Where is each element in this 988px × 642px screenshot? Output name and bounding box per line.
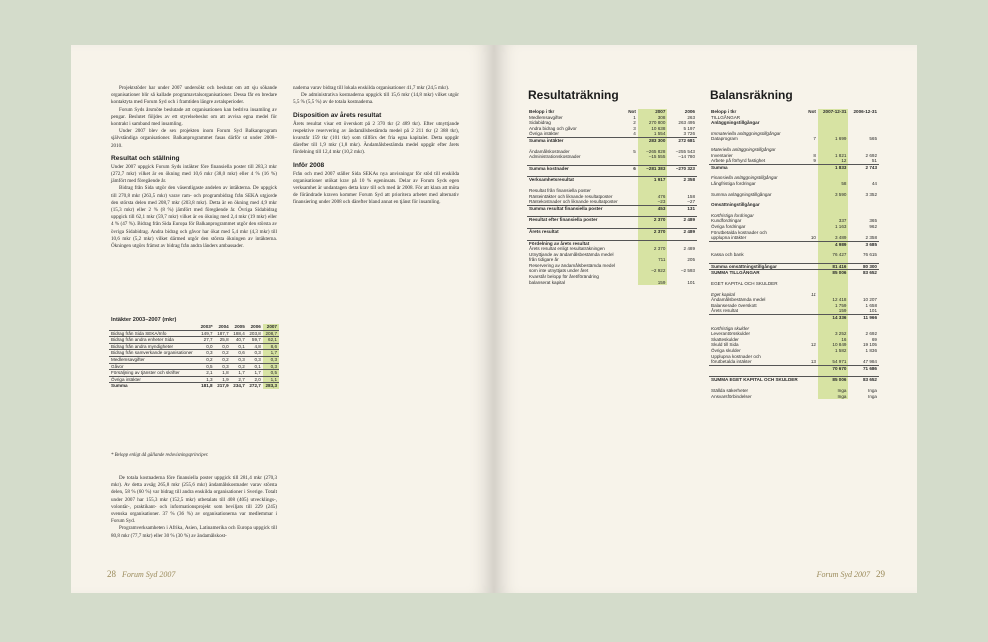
table-cell: Skuld till Sida	[711, 342, 739, 348]
table-cell: 47 984	[862, 359, 877, 365]
table-cell: Inga	[868, 393, 877, 399]
table-cell: Medlemsavgifter	[109, 356, 198, 363]
table-cell: 0,2	[198, 356, 215, 363]
table-cell: 1 554	[638, 131, 668, 137]
table-cell: –15 555	[638, 154, 668, 160]
table-cell: Ansvarsförbindelser	[711, 393, 752, 399]
paragraph: naderna varav bidrag till lokala enskilda organisationer 41,7 mkr (24,5 mkr).	[293, 85, 450, 91]
table-cell: EGET KAPITAL OCH SKULDER	[711, 281, 778, 287]
paragraph: De administrativa kostnaderna uppgick till 15,6 mkr (14,8 mkr) vilket utgör 5,5 % (5,5 %) av de totala kostnaderna.	[293, 92, 459, 106]
table-row	[109, 376, 279, 383]
table-cell: 234,7	[231, 383, 247, 389]
disposition-text: Årets resultat visar ett överskott på 2 370 tkr (2 489 tkr). Efter utnyttjande respektive reservering av ändamålsbestämda medel på 2 211 tkr (2 388 tkr), kvarstår 159 tkr (101 tkr) som tillförs det fria egna kapitalet. Detta uppgår därefter till 1,9 mkr (1,8 mkr). Ändamålsbestämda medel uppgår efter årets fördelning till 12,4 mkr (10,2 mkr).	[293, 120, 459, 156]
table-cell: 14 336	[818, 315, 849, 321]
table-cell: 149,7	[198, 330, 215, 337]
table-cell: 3 685	[848, 241, 879, 247]
table-cell: 2 370	[638, 246, 668, 252]
paragraph: Under 2007 uppgick Forum Syds intäkter före finansiella poster till 283,3 mkr (272,7 mkr) vilket är en ökning med 10,6 mkr (38,0 mkr) eller 4 % (16 %) jämfört med föregående år.	[111, 163, 277, 185]
table-cell: 0,2	[231, 363, 247, 370]
table-cell: 85 006	[818, 377, 849, 383]
table-cell: Not	[808, 109, 816, 114]
table-cell: Ränteintäkter och liknande resultatposter	[529, 193, 613, 199]
table-cell: 85 006	[818, 270, 849, 276]
table-cell: 76 615	[862, 252, 877, 258]
table-cell: 1,3	[198, 376, 215, 383]
table-row	[109, 350, 279, 357]
left-column-1	[111, 85, 277, 250]
table-cell: –255 543	[675, 148, 695, 154]
left-column-2	[293, 85, 459, 207]
table-cell: Belopp i tkr	[529, 109, 555, 114]
table-cell: –265 828	[638, 149, 668, 155]
table-cell: 283 300	[638, 137, 668, 143]
table-cell: 337	[818, 218, 849, 224]
table-cell: 0,1	[247, 363, 263, 370]
table-cell: 0,6	[231, 350, 247, 357]
table-cell: 272,7	[247, 383, 263, 389]
table-cell	[623, 274, 638, 285]
table-cell: 5 197	[683, 125, 695, 131]
table-cell: 962	[869, 223, 877, 229]
table-cell: 62,1	[263, 337, 279, 344]
table-cell: 0,3	[231, 356, 247, 363]
col2-paragraphs	[293, 85, 459, 107]
table-cell: –270 323	[667, 165, 697, 171]
table-cell: 2 358	[865, 235, 877, 241]
page-number: 28	[107, 569, 116, 579]
table-cell: TILLGÅNGAR	[711, 114, 741, 120]
income-statement-table	[527, 109, 697, 285]
table-cell: Övriga intäkter	[109, 376, 198, 383]
table-cell: SUMMA TILLGÅNGAR	[709, 270, 805, 276]
table-cell: 2007-12-31	[818, 109, 849, 115]
table-cell: 1,7	[247, 370, 263, 377]
table-cell: Summa kostnader	[527, 165, 623, 171]
table-cell: 101	[687, 279, 695, 285]
income-statement-title: Resultaträkning	[528, 88, 619, 102]
table-cell: 83 652	[848, 270, 879, 276]
table-cell: 2 370	[638, 217, 668, 223]
table-cell: Utnyttjande av ändamålsbestämda medel från tidigare år	[529, 251, 614, 263]
table-cell: 69	[871, 336, 877, 342]
table-cell: Summa resultat finansiella poster	[527, 205, 623, 211]
table-cell: Immateriella anläggningstillgångar	[711, 130, 781, 136]
table-cell: 81 416	[818, 263, 849, 270]
table-cell: 0,3	[198, 350, 215, 357]
table-cell: Balanserade överskott	[711, 302, 757, 308]
table-cell: 0,3	[247, 350, 263, 357]
table-cell: 188,4	[231, 330, 247, 337]
table-cell: 2 743	[848, 164, 879, 170]
table-cell: Summa	[709, 164, 805, 170]
table-cell: Bidrag från andra myndigheter	[109, 343, 198, 350]
table-cell: 12	[818, 158, 849, 164]
table-cell: 0,3	[263, 363, 279, 370]
table-cell: Upplupna kostnader och	[711, 353, 761, 359]
table-cell: –23	[638, 199, 668, 205]
table-cell: 9	[813, 158, 816, 164]
table-cell: 208,7	[263, 330, 279, 337]
table-cell: 2007	[263, 324, 279, 330]
table-cell: 2005	[234, 324, 245, 329]
table-cell: Inga	[818, 388, 849, 394]
table-cell: Materiella anläggningstillgångar	[711, 146, 776, 152]
table-cell: 58	[818, 181, 849, 187]
table-cell: 0,3	[215, 363, 231, 370]
table-cell: 1,7	[231, 370, 247, 377]
table-cell: Kortfristiga fordringar	[711, 212, 754, 218]
left-column-1-bottom	[111, 475, 277, 540]
table-cell: Försäljning av tjänster och skrifter	[109, 370, 198, 377]
table-cell: 2 692	[865, 331, 877, 337]
table-cell: 476	[638, 194, 668, 200]
table-cell: 0,0	[215, 343, 231, 350]
table-cell: Ändamålskostnader	[529, 148, 570, 154]
table-cell: Kortfristiga skulder	[711, 325, 750, 331]
disposition-heading: Disposition av årets resultat	[293, 111, 382, 119]
table-row	[527, 252, 697, 263]
table-cell: 1 163	[818, 224, 849, 230]
table-cell: 203,8	[247, 330, 263, 337]
table-cell: 2 370	[638, 228, 668, 234]
table-cell: 0,2	[215, 356, 231, 363]
table-cell: Förutbetalda kostnader och	[711, 229, 767, 235]
table-cell: 2007	[638, 109, 668, 115]
table-cell: 270 800	[638, 120, 668, 126]
table-cell: 263 495	[678, 120, 695, 126]
table-cell: 0,3	[247, 356, 263, 363]
paragraph: De totala kostnaderna före finansiella poster uppgick till 281,4 mkr (270,3 mkr). Av detta avsåg 265,8 mkr (255,6 mkr) ändamålskostnader varav största delen, 58 % (60 %) var bidrag till andra enskilda organisationer i Sverige. Totalt under 2007 har 155,3 mkr (152,5 mkr) utbetalats till 408 (405) utvecklings-, volontär-, praktikant- och informationsprojekt som beviljats till 229 (245) svenska organisationer. 37 % (36 %) av organisationerna var medlemmar i Forum Syd.	[111, 475, 277, 525]
table-cell: Årets resultat	[527, 228, 623, 234]
table-cell: Långfristiga fordringar	[711, 180, 756, 186]
table-row	[109, 356, 279, 363]
table-cell: 159	[638, 274, 668, 285]
table-cell: 25,8	[215, 337, 231, 344]
table-cell: Inga	[818, 394, 849, 400]
section-heading: Resultat och ställning	[111, 154, 180, 162]
table-cell: 10 638	[638, 126, 668, 132]
table-cell: Administrationskostnader	[529, 154, 581, 160]
table-cell: Not	[628, 109, 636, 114]
table-cell: Arbete på förhyrd fastighet	[711, 158, 766, 164]
table-cell: 2006	[250, 324, 261, 329]
table-cell: 6	[623, 165, 638, 171]
table-cell: 2006	[684, 109, 695, 114]
table-cell: Verksamhetsresultat	[527, 177, 623, 183]
table-cell: 0,5	[263, 370, 279, 377]
page-number: 29	[876, 569, 885, 579]
table-cell: 158	[687, 193, 695, 199]
table-cell: –2 593	[680, 268, 695, 274]
table-cell: Summa omsättningstillgångar	[709, 263, 805, 270]
table-cell: Bidrag från andra enheter Sida	[109, 337, 198, 344]
table-cell: 1,9	[215, 376, 231, 383]
table-cell: 59,7	[247, 337, 263, 344]
table-cell: Anläggningstillgångar	[711, 120, 760, 126]
intro-paragraphs	[111, 85, 277, 150]
table-cell: 1 699	[818, 136, 849, 142]
table-cell: 3 726	[683, 131, 695, 137]
table-cell: Omsättningstillgångar	[711, 202, 760, 208]
table-cell: Leverantörsskulder	[711, 331, 751, 337]
paragraph: Under 2007 blev de sex projekten inom Forum Syd Balkanprogram självständiga organisationer. Balkanprogrammet fasas därför ut under 2008–2010.	[111, 128, 277, 149]
table-cell: 1 836	[865, 348, 877, 353]
table-cell	[805, 263, 818, 270]
table-cell: Medlemsavgifter	[529, 114, 563, 120]
table-cell: Finansiella anläggningstillgångar	[711, 175, 778, 181]
paragraph: Forum Syds årsmöte beslutade att organisationen kan bedriva insamling av pengar. Beslutet följdes av ett styrelsebeslut om att avvisa egna medel för kontrakt i samband med insamling.	[111, 106, 277, 128]
table-cell: Räntekostnader och liknande resultatposter	[529, 199, 618, 205]
table-cell: 2006-12-31	[853, 109, 877, 114]
table-cell: Bidrag från Sida SEKA/Info	[109, 330, 198, 337]
table-cell: 711	[638, 252, 668, 263]
table-cell: 3 489	[818, 235, 849, 241]
table-cell: 27,7	[198, 337, 215, 344]
income-table-title: Intäkter 2003–2007 (mkr)	[111, 317, 177, 323]
table-cell: Kvarstår belopp för året/förändring balanserat kapital	[529, 274, 599, 285]
table-cell: 3 252	[818, 331, 849, 337]
table-cell: 2	[633, 120, 636, 126]
infor-2008-text: Från och med 2007 ställer Sida SEKAs nya anvisningar för stöd till enskilda organisationer utökat krav på 10 % egeninsats. Delar av Forum Syds egen verksamhet är undantagen detta krav till och med år 2008. För att klara att möta de förändrade kraven kommer Forum Syd att prioritera arbetet med alternativ finansiering under 2008 och därefter bland annat en tjänst för insamling.	[293, 170, 459, 206]
table-cell: 565	[869, 136, 877, 142]
table-row	[527, 263, 697, 274]
table-cell: 453	[638, 205, 668, 211]
table-cell: 3 590	[818, 192, 849, 198]
table-cell: 4	[633, 131, 636, 137]
table-cell: 40,7	[231, 337, 247, 344]
table-cell: 16	[818, 337, 849, 343]
table-cell: SUMMA EGET KAPITAL OCH SKULDER	[709, 377, 805, 383]
table-cell: 1 658	[865, 302, 877, 308]
table-cell: 1,8	[215, 370, 231, 377]
table-cell: Inga	[868, 387, 877, 393]
table-row	[109, 363, 279, 370]
table-cell: 3	[633, 125, 636, 131]
table-cell: 10 849	[818, 342, 849, 348]
table-cell: 2 692	[865, 152, 877, 158]
folio-text: Forum Syd 2007	[122, 570, 176, 579]
table-cell: Bidrag från samverkande organisationer	[109, 350, 198, 357]
table-cell: Övriga intäkter	[529, 131, 559, 137]
table-cell: 1	[633, 114, 636, 120]
table-cell: 2,7	[231, 376, 247, 383]
table-cell: 272 681	[667, 137, 697, 143]
right-folio	[817, 569, 885, 579]
income-table	[109, 324, 279, 389]
table-cell: 1 833	[818, 164, 849, 170]
table-cell: upplupna intäkter	[711, 235, 747, 241]
table-cell: Belopp i tkr	[711, 109, 737, 114]
table-cell: 365	[869, 218, 877, 224]
table-cell: 7	[813, 136, 816, 142]
table-cell: Dataprogram	[711, 136, 738, 142]
paragraph: Projektstöder har under 2007 undersökt och beslutat om att sju sökande organisationer blir så kallade programavtalsorganisationer. Dessa får en bredare kontaktyta med Forum Syd och i framtiden längre avtalsperioder.	[111, 85, 277, 106]
table-cell: 70 670	[818, 365, 849, 371]
table-cell: 2003*	[200, 324, 213, 329]
table-cell: 205	[687, 257, 695, 263]
table-cell: 2,0	[247, 376, 263, 383]
table-cell: 4 989	[818, 241, 849, 247]
table-row	[109, 343, 279, 350]
table-cell: 10 207	[862, 297, 877, 303]
table-cell: Skatteskulder	[711, 336, 739, 342]
table-cell: 263	[687, 114, 695, 120]
table-cell: 1 759	[818, 303, 849, 309]
table-row	[709, 263, 879, 270]
table-cell: 2 358	[667, 177, 697, 183]
table-cell: 217,9	[215, 383, 231, 389]
table-cell: 159	[818, 308, 849, 314]
body-paragraphs	[111, 164, 277, 250]
table-cell: –281 383	[638, 165, 668, 171]
table-cell: 11	[811, 291, 816, 297]
table-cell: Ändamålsbestämda medel	[711, 297, 766, 303]
folio-text: Forum Syd 2007	[816, 570, 870, 579]
balance-sheet-table	[709, 109, 879, 399]
table-cell: 0,5	[198, 363, 215, 370]
table-cell: 13	[810, 359, 816, 365]
table-cell: 283,3	[263, 383, 279, 389]
table-cell: 2004	[218, 324, 229, 329]
table-cell: 308	[638, 115, 668, 121]
table-cell: –2 922	[638, 263, 668, 274]
table-cell: –27	[687, 199, 695, 205]
table-row	[109, 330, 279, 337]
table-cell: Summa intäkter	[527, 137, 623, 143]
table-cell: 8	[813, 152, 816, 158]
table-row	[709, 394, 879, 400]
table-cell: Övriga skulder	[711, 348, 741, 353]
table-cell: 54 971	[818, 359, 849, 365]
table-cell: Sidabidrag	[529, 120, 551, 126]
table-cell	[805, 394, 818, 400]
table-cell: 0,0	[198, 343, 215, 350]
table-cell: 0,1	[231, 343, 247, 350]
table-cell: Årets resultat enligt resultaträkningen	[529, 246, 605, 252]
table-row	[109, 370, 279, 377]
paragraph: Programverksamheten i Afrika, Asien, Latinamerika och Europa uppgick till 80,8 mkr (77,7 mkr) eller 30 % (30 %) av ändamålskost-	[111, 525, 277, 539]
table-footnote: * Belopp enligt då gällande redovisningsprinciper.	[111, 453, 209, 458]
table-cell: 2 489	[667, 217, 697, 223]
table-cell: Resultat efter finansiella poster	[527, 217, 623, 223]
table-cell: Gåvor	[109, 363, 198, 370]
table-cell: –14 780	[678, 154, 695, 160]
table-cell: 131	[667, 205, 697, 211]
paragraph: Bidrag från Sida utgör den väsentligaste andelen av intäkterna. De uppgick till 270,8 mkr (263,5 mkr) varav ram- och programbidrag från SEKA utgjorde den största delen med 208,7 mkr (203,8 mkr). Detta är en ökning med 4,9 mkr (15,3 mkr) eller 2 % (8 %) jämfört med föregående år. Övriga Sidabidrag uppgick till 62,1 mkr (59,7 mkr) vilket är en ökning med 2,4 mkr (19 mkr) eller 4 % (47 %). Bidrag från Sida Europa för Balkanprogrammet utgör den största av övriga Sidabidrag. Andra bidrag och gåvor har ökat med 5,4 mkr (4,3 mkr) till 10,6 mkr (5,2 mkr) vilket därmed utgör den största ökningen av intäkterna. Ökningen utgörs främst av bidrag från andra länders ambassader.	[111, 185, 277, 250]
table-row	[527, 274, 697, 285]
table-row	[109, 337, 279, 344]
balance-sheet-title: Balansräkning	[710, 88, 793, 102]
table-cell: Summa anläggningstillgångar	[711, 191, 772, 197]
table-cell: 1 917	[638, 177, 668, 183]
table-cell: 8,6	[263, 343, 279, 350]
table-cell: 101	[869, 308, 877, 314]
table-cell: 83 652	[848, 377, 879, 383]
table-cell: Reservering av ändamålsbestämda medel som inte utnyttjats under året	[529, 262, 616, 274]
table-cell: Fördelning av årets resultat	[527, 240, 623, 246]
table-cell: 12	[810, 342, 816, 348]
table-cell: 76 427	[818, 252, 849, 258]
table-cell: Kassa och bank	[711, 252, 744, 258]
table-cell: Andra bidrag och gåvor	[529, 125, 577, 131]
table-cell: 0,3	[263, 356, 279, 363]
table-cell: 2,1	[198, 370, 215, 377]
table-cell: Ställda säkerheter	[711, 387, 749, 393]
table-cell: Övriga fordringar	[711, 223, 746, 229]
table-cell	[623, 252, 638, 263]
left-folio	[107, 569, 175, 579]
table-cell: 2 489	[667, 228, 697, 234]
table-cell: Kundfordringar	[711, 218, 742, 224]
table-cell: Summa	[109, 383, 198, 389]
table-cell: 0,2	[215, 350, 231, 357]
right-page	[494, 45, 917, 593]
table-total-row	[109, 383, 279, 389]
table-cell: 5	[633, 148, 636, 154]
table-cell: 12 418	[818, 297, 849, 303]
left-page	[71, 45, 494, 593]
table-cell: 187,7	[215, 330, 231, 337]
table-cell: 1 821	[818, 153, 849, 159]
table-cell: 71 686	[848, 365, 879, 371]
table-cell: 10	[810, 235, 816, 241]
table-cell: 1,7	[263, 350, 279, 357]
table-cell: 181,8	[198, 383, 215, 389]
table-cell: 2 489	[683, 246, 695, 252]
table-cell: Eget kapital	[711, 291, 736, 297]
table-cell: 19 105	[862, 342, 877, 348]
table-cell: 4,8	[247, 343, 263, 350]
table-cell: 1 582	[818, 348, 849, 354]
table-cell: Årets resultat	[711, 308, 739, 314]
table-cell: 1,1	[263, 376, 279, 383]
table-cell: 80 300	[848, 263, 879, 270]
table-cell: 51	[871, 158, 877, 164]
table-cell: 3 352	[865, 191, 877, 197]
table-cell: förutbetalda intäkter	[711, 359, 752, 365]
table-cell: Inventarier	[711, 152, 733, 158]
table-cell: 11 966	[848, 315, 879, 321]
table-cell: 44	[871, 180, 877, 186]
table-cell: Resultat från finansiella poster	[529, 187, 591, 193]
infor-2008-heading: Inför 2008	[293, 161, 325, 169]
table-cell	[623, 263, 638, 274]
